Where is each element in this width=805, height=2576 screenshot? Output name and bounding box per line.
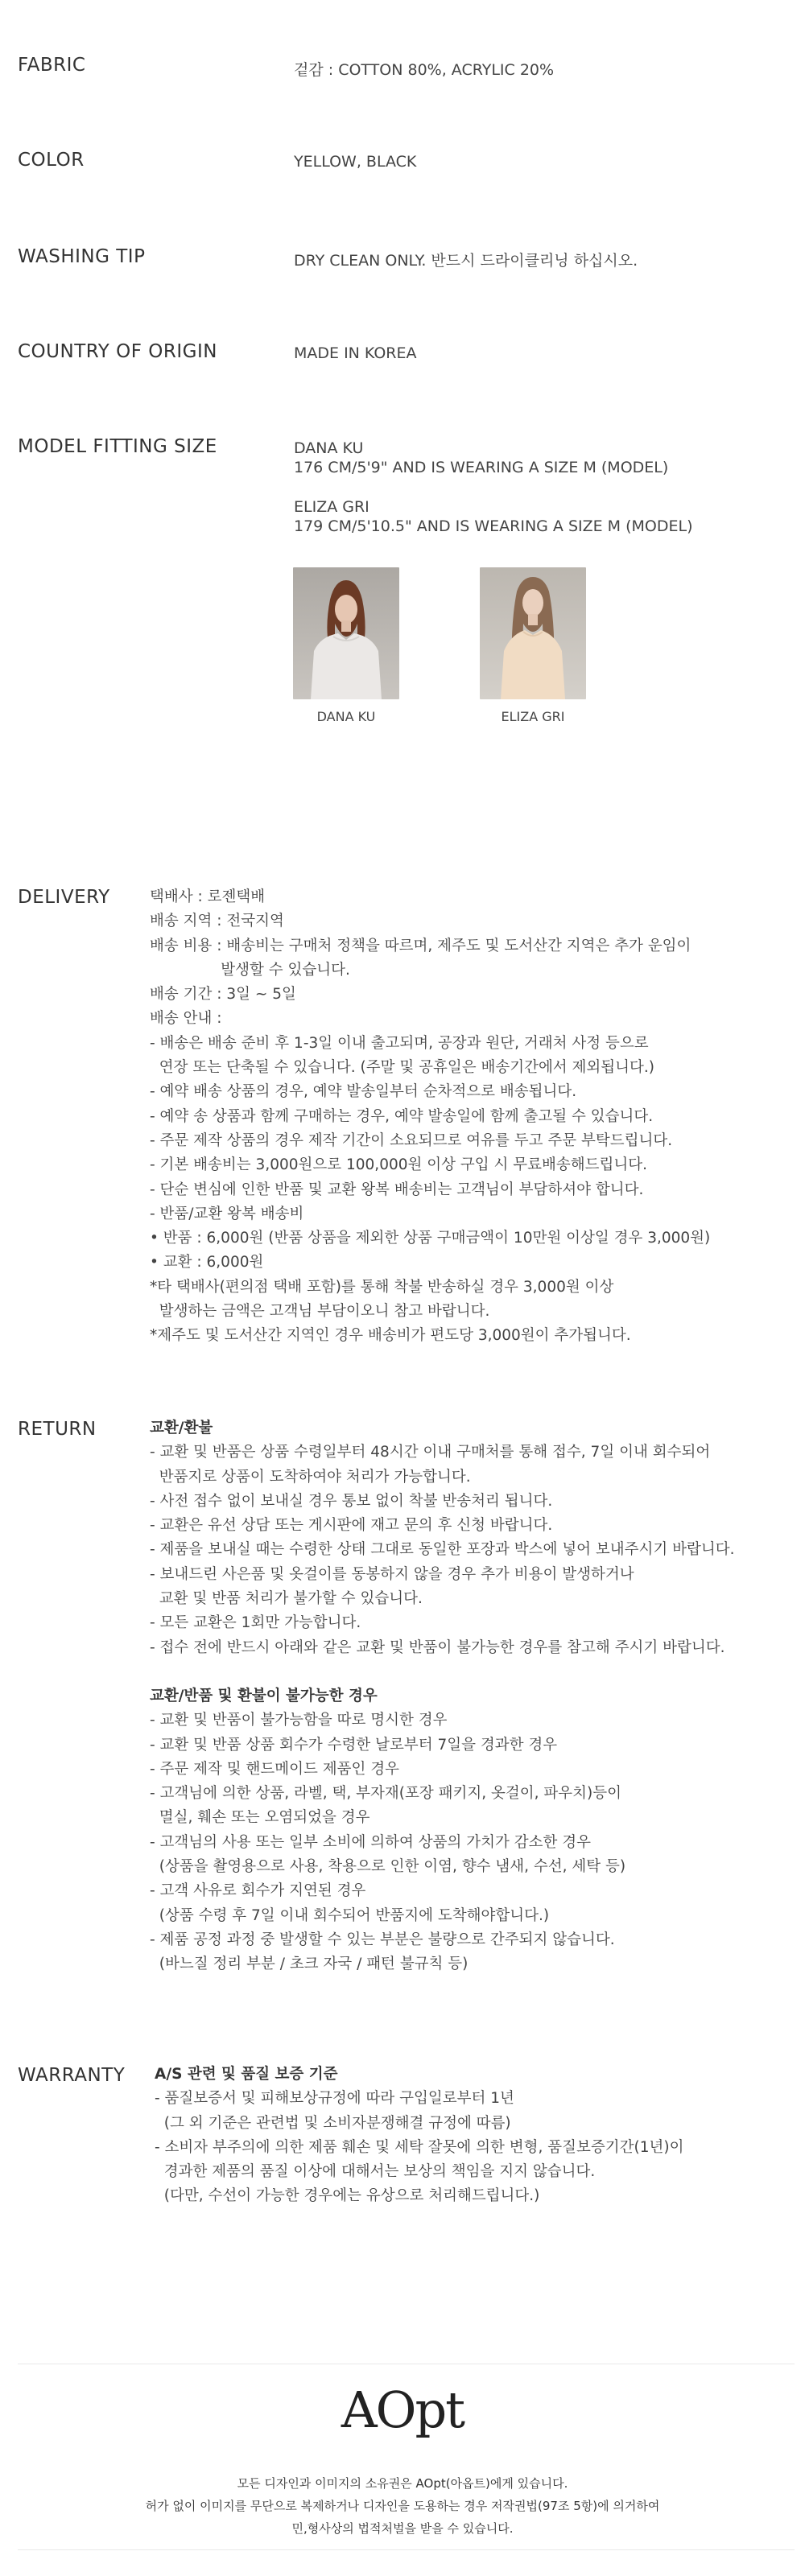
return-line: - 모든 교환은 1회만 가능합니다.	[150, 1614, 361, 1632]
return-not-allowed-line: - 교환 및 반품이 불가능함을 따로 명시한 경우	[150, 1712, 448, 1729]
delivery-line: 배송 안내 :	[150, 1010, 222, 1028]
delivery-line: - 반품/교환 왕복 배송비	[150, 1205, 304, 1222]
brand-logo: AOpt	[341, 2380, 464, 2439]
return-line: 반품지로 상품이 도착하여야 처리가 가능합니다.	[150, 1468, 471, 1486]
copyright-line: 모든 디자인과 이미지의 소유권은 AOpt(아옵트)에게 있습니다.	[237, 2476, 568, 2491]
warranty-line: (다만, 수선이 가능한 경우에는 유상으로 처리해드립니다.)	[155, 2187, 540, 2205]
delivery-line: - 기본 배송비는 3,000원으로 100,000원 이상 구입 시 무료배송해드립니다.	[150, 1156, 647, 1174]
return-not-allowed-line: - 고객 사유로 회수가 지연된 경우	[150, 1882, 366, 1900]
delivery-line: 택배사 : 로젠택배	[150, 888, 266, 905]
delivery-line: 발생할 수 있습니다.	[150, 961, 350, 979]
fabric-label: FABRIC	[18, 55, 86, 76]
warranty-line: 경과한 제품의 품질 이상에 대해서는 보상의 책임을 지지 않습니다.	[155, 2163, 596, 2181]
washing-tip-value: DRY CLEAN ONLY. 반드시 드라이클리닝 하십시오.	[294, 252, 638, 270]
model1-size: 176 CM/5'9" AND IS WEARING A SIZE M (MODEL)	[294, 459, 669, 476]
country-of-origin-label: COUNTRY OF ORIGIN	[18, 341, 217, 362]
copyright-line: 민,형사상의 법적처벌을 받을 수 있습니다.	[291, 2521, 514, 2536]
delivery-line: • 반품 : 6,000원 (반품 상품을 제외한 상품 구매금액이 10만원 이상일 경우 3,000원)	[150, 1230, 711, 1247]
warranty-line: - 품질보증서 및 피해보상규정에 따라 구입일로부터 1년	[155, 2090, 514, 2108]
model-fitting-size-label: MODEL FITTING SIZE	[18, 436, 217, 457]
model-photo-eliza-gri	[480, 567, 586, 699]
return-exchange-title: 교환/환불	[150, 1420, 213, 1436]
return-line: - 접수 전에 반드시 아래와 같은 교환 및 반품이 불가능한 경우를 참고해 주시기 바랍니다.	[150, 1638, 725, 1656]
return-line: - 교환은 유선 상담 또는 게시판에 재고 문의 후 신청 바랍니다.	[150, 1517, 553, 1535]
return-not-allowed-line: (바느질 정리 부분 / 초크 자국 / 패턴 불규칙 등)	[150, 1956, 469, 1973]
delivery-content	[150, 885, 710, 1349]
delivery-line: *제주도 및 도서산간 지역인 경우 배송비가 편도당 3,000원이 추가됩니다.	[150, 1327, 631, 1345]
delivery-label: DELIVERY	[18, 887, 110, 908]
model-photo-eliza-gri-image	[480, 567, 586, 699]
model-photo-dana-ku-image	[293, 567, 399, 699]
return-line: - 교환 및 반품은 상품 수령일부터 48시간 이내 구매처를 통해 접수, 7일 이내 회수되어	[150, 1444, 711, 1461]
warranty-line: - 소비자 부주의에 의한 제품 훼손 및 세탁 잘못에 의한 변형, 품질보증기간(1년)이	[155, 2138, 684, 2156]
return-label: RETURN	[18, 1419, 97, 1440]
delivery-line: • 교환 : 6,000원	[150, 1254, 264, 1272]
return-not-allowed-line: - 고객님에 의한 상품, 라벨, 택, 부자재(포장 패키지, 옷걸이, 파우치)등이	[150, 1785, 621, 1803]
delivery-line: *타 택배사(편의점 택배 포함)를 통해 착불 반송하실 경우 3,000원 이상	[150, 1278, 614, 1296]
model2-name: ELIZA GRI	[294, 498, 369, 516]
return-content	[150, 1416, 734, 1977]
return-line: 교환 및 반품 처리가 불가할 수 있습니다.	[150, 1590, 423, 1608]
delivery-line: 배송 비용 : 배송비는 구매처 정책을 따르며, 제주도 및 도서산간 지역은 추가 운임이	[150, 937, 691, 954]
return-not-allowed-line: - 고객님의 사용 또는 일부 소비에 의하여 상품의 가치가 감소한 경우	[150, 1833, 592, 1851]
model-photo-dana-ku	[293, 567, 399, 699]
photo-caption-dana-ku: DANA KU	[316, 709, 376, 724]
photo-caption-eliza-gri: ELIZA GRI	[501, 709, 565, 724]
country-of-origin-value: MADE IN KOREA	[294, 344, 417, 362]
delivery-line: - 예약 배송 상품의 경우, 예약 발송일부터 순차적으로 배송됩니다.	[150, 1083, 577, 1101]
warranty-line: (그 외 기준은 관련법 및 소비자분쟁해결 규정에 따름)	[155, 2114, 511, 2132]
delivery-line: 연장 또는 단축될 수 있습니다. (주말 및 공휴일은 배송기간에서 제외됩니다.)	[150, 1059, 655, 1077]
model2-size: 179 CM/5'10.5" AND IS WEARING A SIZE M (MODEL)	[294, 517, 693, 535]
delivery-line: - 배송은 배송 준비 후 1-3일 이내 출고되며, 공장과 원단, 거래처 사정 등으로	[150, 1034, 649, 1052]
return-not-allowed-line: 멸실, 훼손 또는 오염되었을 경우	[150, 1809, 370, 1827]
color-label: COLOR	[18, 150, 85, 171]
model1-name: DANA KU	[294, 439, 364, 457]
fabric-value: 겉감 : COTTON 80%, ACRYLIC 20%	[294, 61, 555, 79]
delivery-line: - 주문 제작 상품의 경우 제작 기간이 소요되므로 여유를 두고 주문 부탁드립니다.	[150, 1131, 673, 1149]
copyright-line: 허가 없이 이미지를 무단으로 복제하거나 디자인을 도용하는 경우 저작권법(97조 5항)에 의거하여	[145, 2499, 660, 2513]
return-line: - 사전 접수 없이 보내실 경우 통보 없이 착불 반송처리 됩니다.	[150, 1492, 553, 1510]
return-not-allowed-line: - 주문 제작 및 핸드메이드 제품인 경우	[150, 1760, 400, 1778]
return-line: - 보내드린 사은품 및 옷걸이를 동봉하지 않을 경우 추가 비용이 발생하거나	[150, 1565, 634, 1583]
delivery-line: 배송 지역 : 전국지역	[150, 913, 284, 930]
return-not-allowed-line: - 교환 및 반품 상품 회수가 수령한 날로부터 7일을 경과한 경우	[150, 1736, 558, 1754]
return-line: - 제품을 보내실 때는 수령한 상태 그대로 동일한 포장과 박스에 넣어 보내주시기 바랍니다.	[150, 1541, 735, 1559]
delivery-line: - 예약 송 상품과 함께 구매하는 경우, 예약 발송일에 함께 출고될 수 있습니다.	[150, 1107, 654, 1125]
bottom-divider	[18, 2549, 795, 2550]
color-value: YELLOW, BLACK	[294, 153, 417, 171]
return-not-allowed-title: 교환/반품 및 환불이 불가능한 경우	[150, 1687, 378, 1704]
washing-tip-label: WASHING TIP	[18, 246, 146, 267]
return-not-allowed-line: (상품을 촬영용으로 사용, 착용으로 인한 이염, 향수 냄새, 수선, 세탁 등)	[150, 1858, 626, 1876]
copyright-notice	[0, 2472, 805, 2540]
warranty-label: WARRANTY	[18, 2065, 126, 2086]
return-not-allowed-line: - 제품 공정 과정 중 발생할 수 있는 부분은 불량으로 간주되지 않습니다.	[150, 1931, 615, 1948]
delivery-line: - 단순 변심에 인한 반품 및 교환 왕복 배송비는 고객님이 부담하셔야 합니다.	[150, 1181, 644, 1198]
delivery-line: 발생하는 금액은 고객님 부담이오니 참고 바랍니다.	[150, 1303, 490, 1321]
warranty-title: A/S 관련 및 품질 보증 기준	[155, 2066, 338, 2083]
return-not-allowed-line: (상품 수령 후 7일 이내 회수되어 반품지에 도착해야합니다.)	[150, 1906, 550, 1924]
warranty-content	[155, 2063, 683, 2209]
delivery-line: 배송 기간 : 3일 ~ 5일	[150, 986, 296, 1004]
